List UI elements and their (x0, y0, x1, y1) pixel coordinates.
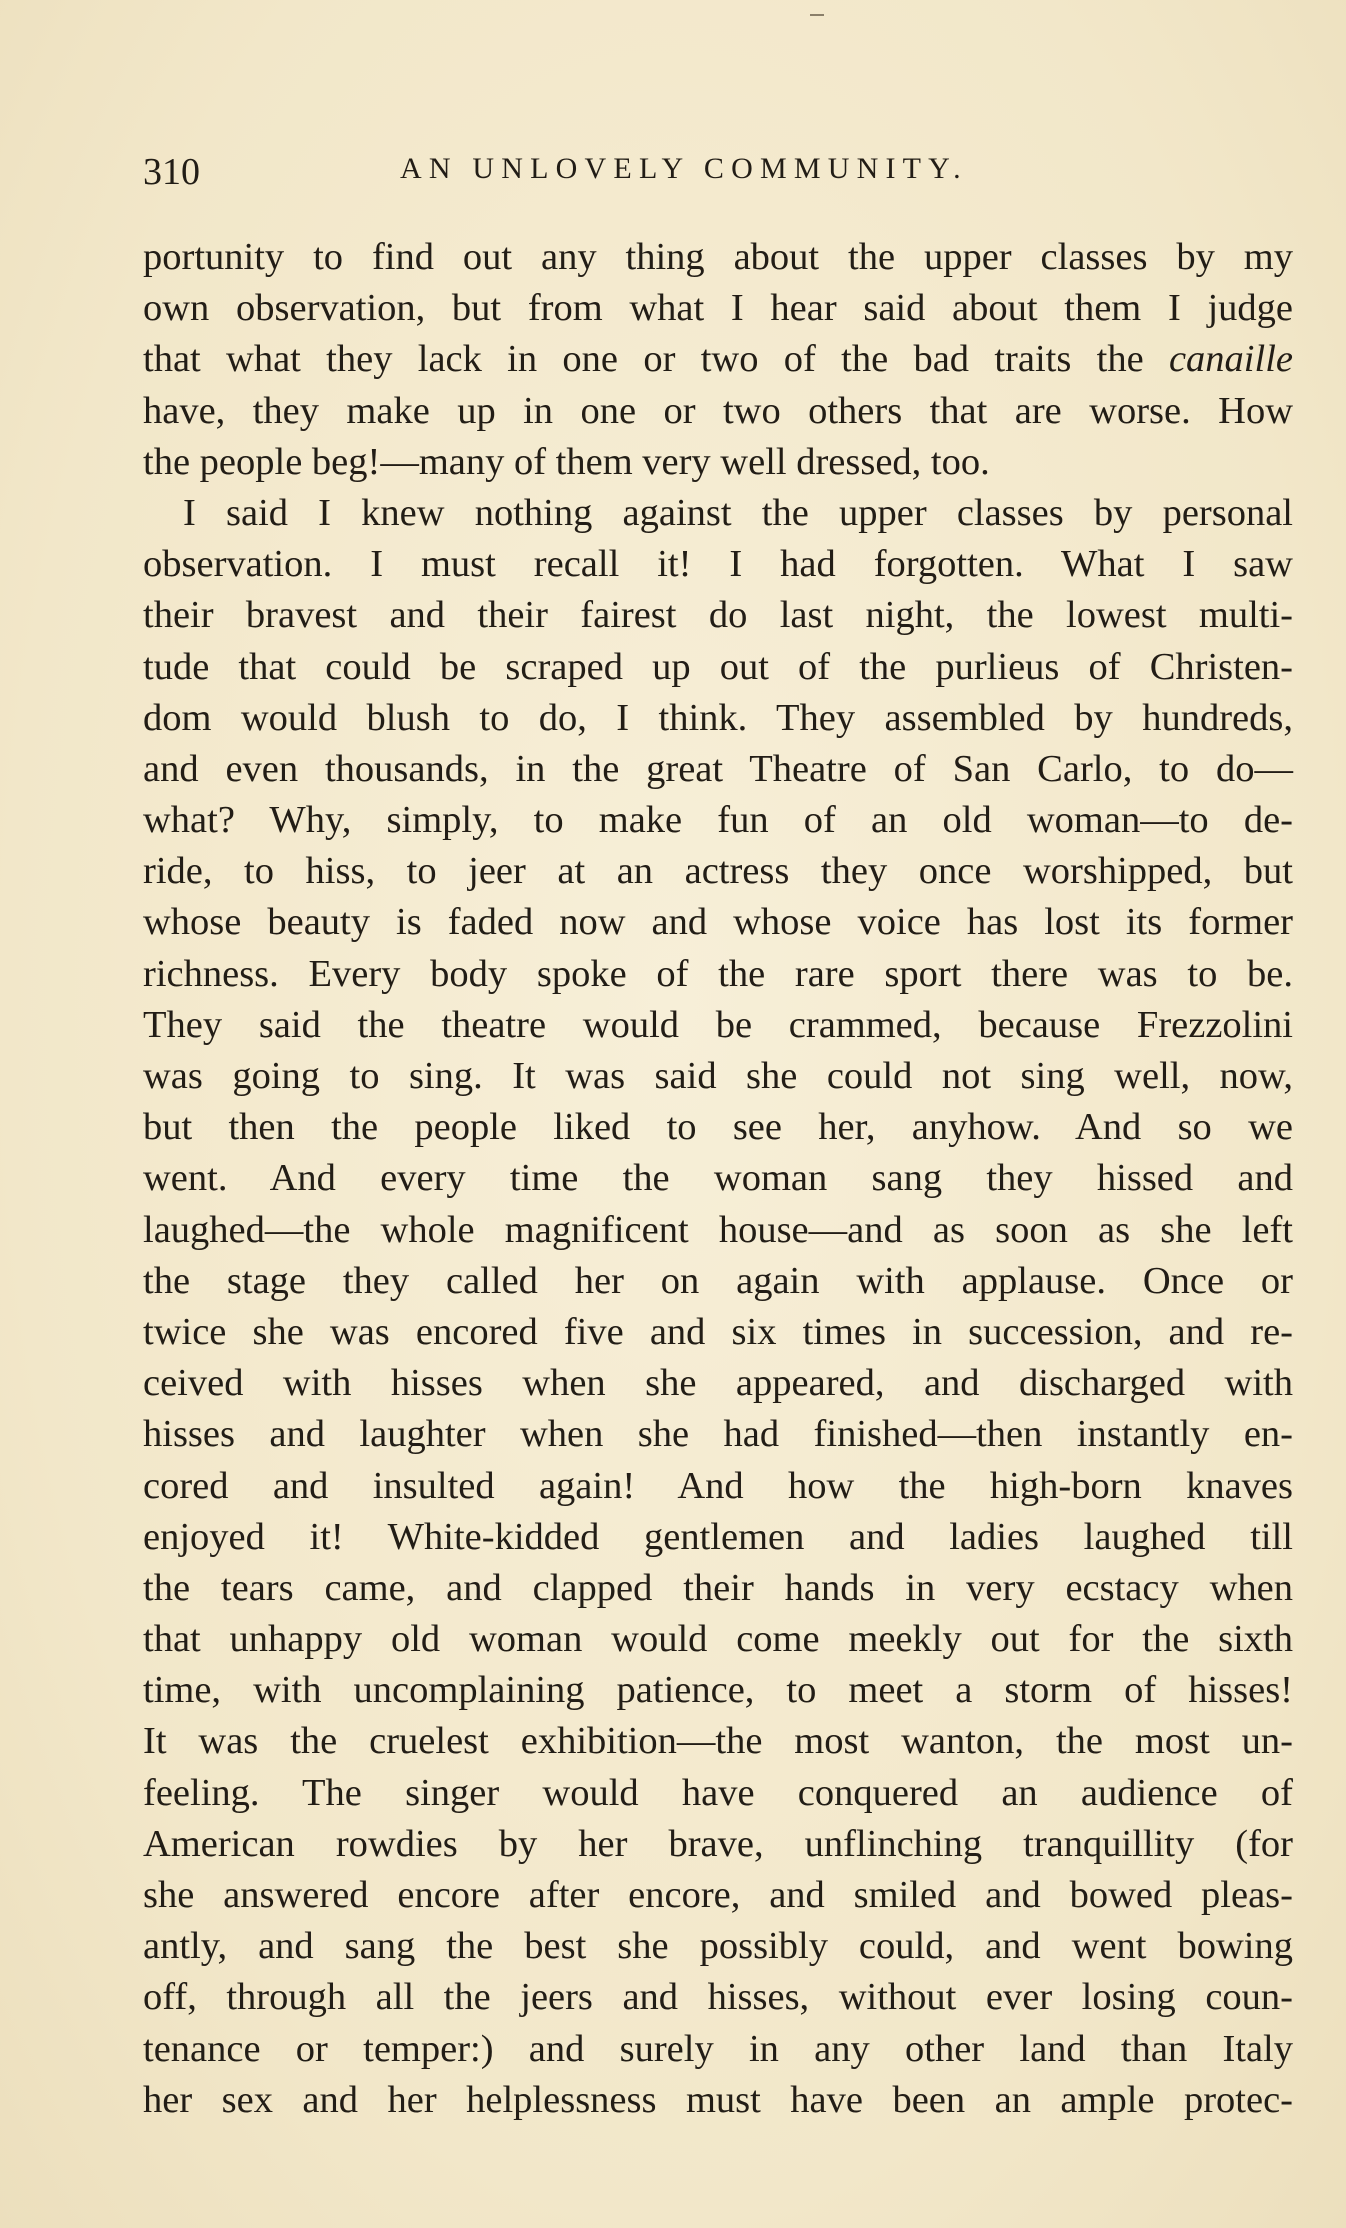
top-edge-mark (810, 14, 824, 16)
running-head-title: AN UNLOVELY COMMUNITY. (400, 152, 968, 185)
text-line: and even thousands, in the great Theatre of San Carlo, to do— (143, 747, 1293, 790)
page-number: 310 (143, 151, 200, 193)
text-line: tude that could be scraped up out of the purlieus of Christen- (143, 645, 1293, 688)
text-line: richness. Every body spoke of the rare sport there was to be. (143, 952, 1293, 995)
text-line: own observation, but from what I hear said about them I judge (143, 287, 1293, 330)
running-head (143, 150, 1293, 200)
text-line: They said the theatre would be crammed, because Frezzolini (143, 1003, 1293, 1046)
text-line: portunity to find out any thing about the upper classes by my (143, 236, 1293, 278)
text-line: ceived with hisses when she appeared, and discharged with (143, 1362, 1293, 1405)
text-line: observation. I must recall it! I had forgotten. What I saw (143, 543, 1293, 586)
text-line: whose beauty is faded now and whose voice has lost its former (143, 901, 1293, 944)
text-line: feeling. The singer would have conquered an audience of (143, 1771, 1293, 1814)
text-line: laughed—the whole magnificent house—and as soon as she left (143, 1208, 1293, 1251)
text-line: the tears came, and clapped their hands in very ecstacy when (143, 1566, 1293, 1609)
text-line: was going to sing. It was said she could not sing well, now, (143, 1055, 1293, 1097)
text-line: have, they make up in one or two others that are worse. How (143, 389, 1293, 432)
text-line: I said I knew nothing against the upper classes by personal (183, 491, 1293, 534)
text-line: their bravest and their fairest do last night, the lowest multi- (143, 594, 1293, 637)
text-line: what? Why, simply, to make fun of an old woman—to de- (143, 799, 1293, 842)
text-line: cored and insulted again! And how the high-born knaves (143, 1464, 1293, 1507)
text-line: she answered encore after encore, and smiled and bowed pleas- (143, 1874, 1293, 1916)
text-line: that unhappy old woman would come meekly out for the sixth (143, 1618, 1293, 1661)
text-line: went. And every time the woman sang they hissed and (143, 1157, 1293, 1200)
text-line: off, through all the jeers and hisses, without ever losing coun- (143, 1976, 1293, 2019)
text-line (143, 334, 1293, 385)
text-line: twice she was encored five and six times in succession, and re- (143, 1310, 1293, 1353)
text-line: her sex and her helplessness must have been an ample protec- (143, 2078, 1293, 2121)
text-line: It was the cruelest exhibition—the most wanton, the most un- (143, 1720, 1293, 1763)
italic-word-canaille: canaille (1168, 338, 1293, 381)
text-line: antly, and sang the best she possibly could, and went bowing (143, 1925, 1293, 1968)
text-line: time, with uncomplaining patience, to meet a storm of hisses! (143, 1669, 1293, 1712)
text-line: dom would blush to do, I think. They assembled by hundreds, (143, 696, 1293, 739)
text-line: enjoyed it! White-kidded gentlemen and ladies laughed till (143, 1515, 1293, 1558)
text-line-roman: that what they lack in one or two of the bad traits the (143, 338, 1169, 381)
text-line: hisses and laughter when she had finished—then instantly en- (143, 1413, 1293, 1456)
text-line: ride, to hiss, to jeer at an actress they once worshipped, but (143, 850, 1293, 893)
text-line: American rowdies by her brave, unflinching tranquillity (for (143, 1822, 1293, 1865)
body-text (143, 232, 1293, 2126)
text-line: the stage they called her on again with applause. Once or (143, 1259, 1293, 1302)
text-line: the people beg!—many of them very well dressed, too. (143, 440, 990, 483)
text-line: tenance or temper:) and surely in any other land than Italy (143, 2027, 1293, 2070)
text-line: but then the people liked to see her, anyhow. And so we (143, 1106, 1293, 1149)
